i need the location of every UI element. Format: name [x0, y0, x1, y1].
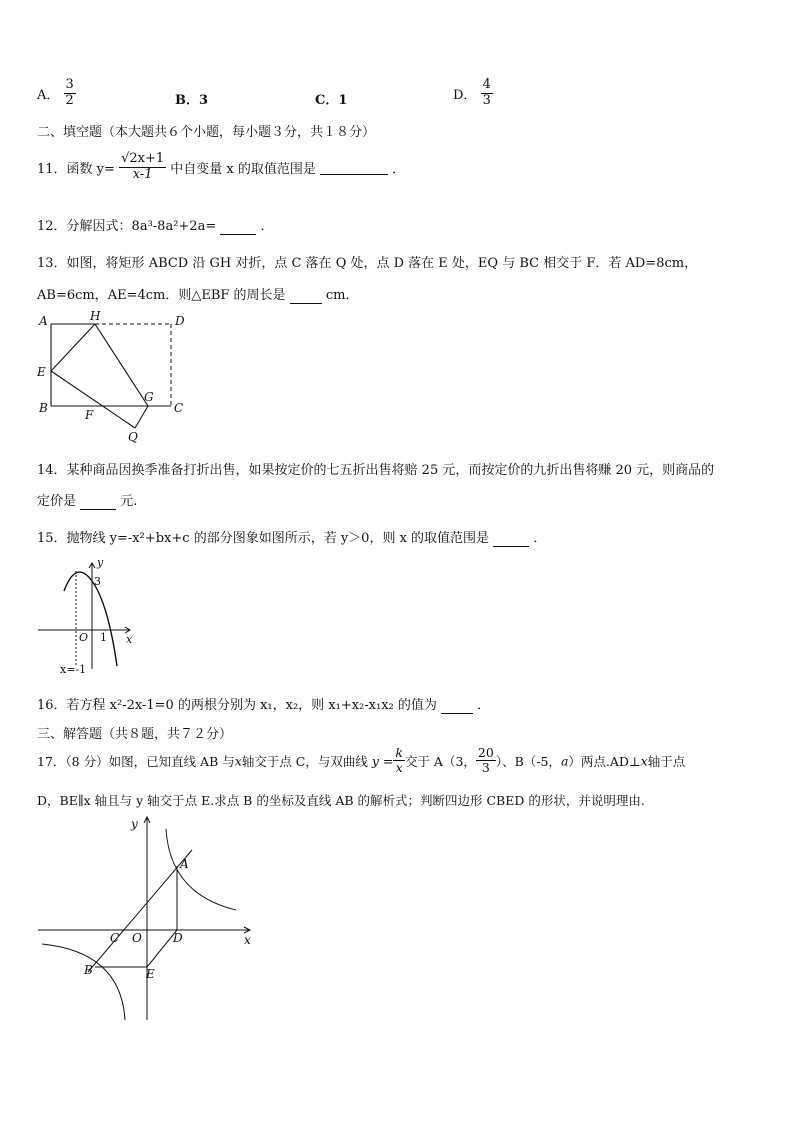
q13-label-b: B — [39, 401, 48, 415]
q15-label-o: O — [79, 631, 89, 644]
option-c: C．1 — [315, 93, 348, 108]
option-b: B．3 — [175, 93, 209, 108]
q11 — [37, 152, 405, 183]
option-d-fraction — [481, 78, 493, 109]
q15-label-3: 3 — [94, 575, 101, 588]
q17-hyper-num: k — [395, 745, 403, 760]
q12-end: ． — [260, 219, 274, 234]
q13-label-e: E — [37, 365, 46, 379]
q13-label-h: H — [90, 309, 101, 323]
q14-line2-post: 元. — [120, 494, 138, 509]
q15-label-axis: x=-1 — [60, 663, 87, 676]
q17-label-o: O — [132, 931, 142, 945]
q17-figure — [30, 812, 265, 1027]
q13-line2 — [37, 284, 358, 304]
option-a-den: 2 — [65, 92, 74, 108]
option-a-num: 3 — [65, 77, 74, 92]
q13-seg-qg — [135, 406, 148, 428]
q12-answer-blank[interactable] — [220, 219, 256, 235]
q11-prefix: 11．函数 y= — [37, 161, 115, 177]
q17-l1f: a — [560, 753, 569, 769]
q17-a-num: 20 — [477, 745, 494, 760]
q17-label-d: D — [173, 931, 183, 945]
q17-line2: D，BE∥x 轴且与 y 轴交于点 E.求点 B 的坐标及直线 AB 的解析式；判断四边形 CBED 的形状，并说明理由. — [37, 793, 645, 808]
q16-end: ． — [477, 698, 491, 713]
q17-label-y: y — [131, 817, 138, 831]
q17-label-b: B — [84, 963, 93, 977]
q17-a-den: 3 — [481, 760, 490, 776]
q11-end: ． — [392, 161, 406, 177]
option-a-label: A． — [37, 87, 60, 103]
q16-answer-blank[interactable] — [441, 698, 473, 714]
q17-l1i: 轴于点 — [647, 753, 686, 769]
q15-figure — [30, 553, 145, 678]
q15-label-1: 1 — [100, 631, 107, 644]
q17-hyper-fraction — [393, 746, 405, 776]
q17-l1a: 17．（8 分）如图，已知直线 AB 与 — [37, 753, 235, 769]
q15-text: 15．抛物线 y=-x²+bx+c 的部分图象如图所示，若 y＞0，则 x 的取值范围是 — [37, 531, 490, 546]
q13-label-c: C — [174, 401, 184, 415]
q17-label-x: x — [244, 933, 251, 947]
q17-l1d: 交于 A（3， — [404, 753, 476, 769]
q14-line2-pre: 定价是 — [37, 494, 77, 509]
q17-l1e: ）、B（-5， — [495, 753, 561, 769]
q15-answer-blank[interactable] — [493, 531, 529, 547]
q15-parabola — [64, 572, 117, 666]
q12 — [37, 215, 274, 235]
q14-answer-blank[interactable] — [80, 494, 116, 510]
q17-l1b: x — [234, 753, 242, 769]
q17-l1c: 轴交于点 C，与双曲线 — [241, 753, 368, 769]
option-d-num: 4 — [482, 77, 491, 92]
q13-line1: 13．如图，将矩形 ABCD 沿 GH 对折，点 C 落在 Q 处，点 D 落在 E 处，EQ 与 BC 相交于 F．若 AD=8cm， — [37, 256, 698, 271]
q11-answer-blank[interactable] — [320, 159, 388, 175]
q12-text: 12．分解因式：8a³-8a²+2a= — [37, 219, 217, 234]
q11-suffix: 中自变量 x 的取值范围是 — [170, 161, 316, 177]
q17-line-ab — [88, 850, 192, 972]
q11-den: x-1 — [132, 166, 153, 182]
q14-line1: 14．某种商品因换季准备打折出售，如果按定价的七五折出售将赔 25 元，而按定价的九折出售将赚 20 元，则商品的 — [37, 463, 715, 478]
option-a — [37, 78, 76, 109]
q13-line2-post: cm． — [325, 288, 359, 303]
q11-num: √2x+1 — [121, 151, 165, 166]
q13-label-f: F — [85, 408, 94, 422]
section3-title: 三、解答题（共８题，共７２分） — [37, 727, 233, 742]
q13-answer-blank[interactable] — [290, 288, 322, 304]
q13-label-d: D — [175, 314, 185, 328]
q17-line1 — [37, 746, 685, 776]
q17-l1h: x — [640, 753, 648, 769]
option-d-label: D． — [453, 87, 477, 103]
q17-hyper-y: y = — [371, 753, 394, 769]
q17-label-e: E — [146, 967, 155, 981]
q16 — [37, 694, 490, 714]
q13-figure — [30, 308, 200, 448]
q13-label-g: G — [144, 390, 154, 404]
q15-end: ． — [533, 531, 547, 546]
q13-label-q: Q — [128, 430, 138, 444]
option-d-den: 3 — [482, 92, 491, 108]
q11-fraction — [119, 152, 166, 183]
q17-label-a: A — [180, 857, 189, 871]
option-d — [453, 78, 493, 109]
section2-title: 二、填空题（本大题共６个小题，每小题３分，共１８分） — [37, 125, 376, 140]
q13-fold-hg — [95, 324, 148, 406]
q13-label-a: A — [39, 314, 48, 328]
q17-hyperbola-lower — [42, 944, 125, 1020]
q16-text: 16．若方程 x²-2x-1=0 的两根分别为 x₁，x₂，则 x₁+x₂-x₁x₂ 的值为 — [37, 698, 437, 713]
q15-label-x: x — [126, 633, 133, 646]
q13-line2-pre: AB=6cm，AE=4cm．则△EBF 的周长是 — [37, 288, 286, 303]
q15 — [37, 527, 546, 547]
q13-seg-he — [51, 324, 95, 371]
option-a-fraction — [64, 78, 76, 109]
q17-l1g: ）两点.AD⊥ — [568, 753, 641, 769]
q14-line2 — [37, 490, 137, 510]
q17-label-c: C — [110, 931, 120, 945]
q17-hyper-den: x — [395, 760, 403, 776]
q15-label-y: y — [97, 556, 104, 569]
q17-a-fraction — [476, 746, 496, 776]
